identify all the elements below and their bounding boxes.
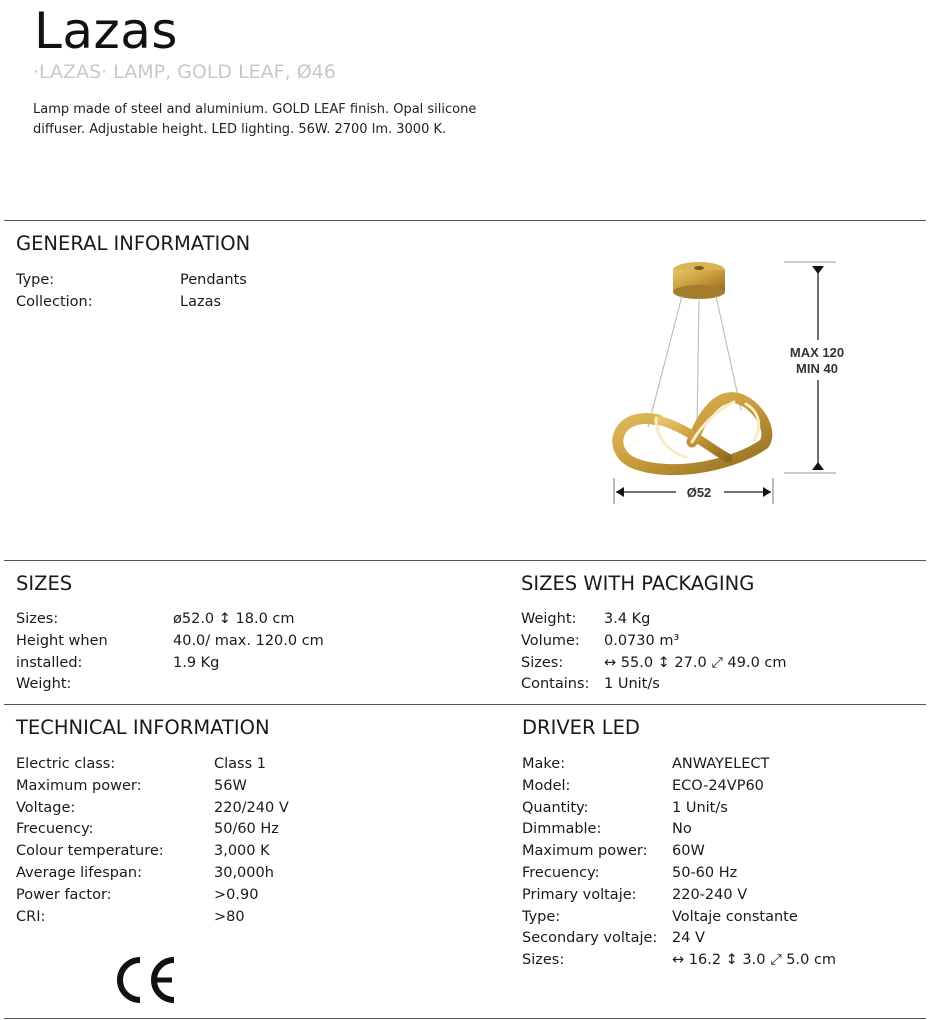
row-value: 3,000 K — [214, 843, 270, 860]
row-label: Colour temperature: — [16, 843, 164, 860]
sizes-heading: SIZES — [16, 572, 73, 595]
row-label: Dimmable: — [522, 821, 602, 838]
row-value: Class 1 — [214, 756, 266, 772]
row-value: 56W — [214, 777, 247, 794]
row-label: Voltage: — [16, 799, 76, 816]
row-label: Weight: — [521, 611, 577, 627]
row-value: 220-240 V — [672, 886, 748, 903]
product-title: Lazas — [34, 2, 178, 60]
row-label: Quantity: — [522, 799, 589, 816]
cable — [697, 298, 699, 430]
table-row — [522, 885, 836, 907]
packaging-table — [521, 609, 787, 696]
row-value: >0.90 — [214, 886, 259, 903]
diameter-label: Ø52 — [686, 485, 712, 500]
table-row — [521, 653, 787, 675]
table-row — [522, 928, 836, 950]
table-row — [522, 863, 836, 885]
ce-mark-icon — [112, 954, 178, 1006]
row-value: 24 V — [672, 930, 705, 947]
ce-c-shape — [120, 960, 140, 1000]
row-value: 220/240 V — [214, 799, 289, 816]
row-label: installed: — [16, 654, 83, 671]
table-row — [16, 292, 247, 314]
row-value: 40.0/ max. 120.0 cm — [173, 632, 324, 649]
divider — [4, 1018, 926, 1019]
row-value: 1.9 Kg — [173, 654, 220, 671]
canopy-bottom — [673, 285, 725, 299]
row-value: 30,000h — [214, 864, 274, 881]
row-label: Collection: — [16, 293, 93, 310]
row-value: No — [672, 821, 692, 838]
row-label: Type: — [522, 908, 561, 925]
row-label: Type: — [16, 272, 55, 288]
divider — [4, 220, 926, 221]
product-description: Lamp made of steel and aluminium. GOLD LEAF finish. Opal silicone diffuser. Adjustable height. LED lighting. 56W. 2700 lm. 3000 K. — [33, 102, 477, 137]
table-row — [16, 270, 247, 292]
lamp-diagram — [596, 252, 866, 514]
row-label: Weight: — [16, 676, 72, 693]
driver-table — [522, 754, 836, 972]
table-row — [16, 798, 289, 820]
row-label: Primary voltaje: — [522, 886, 637, 903]
table-row — [521, 674, 787, 696]
row-value: Voltaje constante — [672, 908, 798, 925]
row-label: Maximum power: — [16, 777, 142, 794]
row-value: Lazas — [180, 293, 222, 310]
row-label: Sizes: — [522, 952, 565, 969]
row-value: 0.0730 m³ — [604, 632, 680, 649]
row-label: Average lifespan: — [16, 864, 142, 881]
general-heading: GENERAL INFORMATION — [16, 232, 251, 255]
row-label: Height when — [16, 632, 108, 649]
row-label: Electric class: — [16, 756, 116, 772]
height-min-label: MIN 40 — [796, 361, 838, 376]
cable — [648, 296, 682, 427]
arrow-left-icon — [616, 487, 624, 497]
row-value: ø52.0 ↕ 18.0 cm — [173, 611, 295, 627]
row-value: 60W — [672, 843, 705, 860]
table-row — [16, 885, 289, 907]
table-row — [522, 776, 836, 798]
row-value: ECO-24VP60 — [672, 777, 764, 794]
arrow-right-icon — [763, 487, 771, 497]
table-row — [522, 798, 836, 820]
row-label: Maximum power: — [522, 843, 648, 860]
table-row — [522, 841, 836, 863]
general-table — [16, 270, 247, 314]
arrow-down-icon — [812, 462, 824, 470]
row-value: 3.4 Kg — [604, 611, 651, 627]
table-row — [521, 609, 787, 631]
row-label: Model: — [522, 777, 571, 794]
canopy-screw — [694, 266, 704, 270]
row-label: Frecuency: — [16, 821, 94, 838]
divider — [4, 560, 926, 561]
divider — [4, 704, 926, 705]
row-value: 50/60 Hz — [214, 821, 279, 838]
row-label: Sizes: — [16, 611, 59, 627]
packaging-heading: SIZES WITH PACKAGING — [521, 572, 755, 595]
table-row — [16, 819, 289, 841]
sizes-values — [173, 609, 324, 674]
arrow-up-icon — [812, 266, 824, 274]
row-label: Make: — [522, 756, 566, 772]
height-max-label: MAX 120 — [789, 345, 845, 360]
row-label: Sizes: — [521, 654, 564, 671]
row-label: Contains: — [521, 676, 590, 693]
row-value: >80 — [214, 908, 245, 925]
row-label: CRI: — [16, 908, 46, 925]
row-label: Frecuency: — [522, 864, 600, 881]
technical-table — [16, 754, 289, 928]
row-label: Volume: — [521, 632, 580, 649]
table-row — [521, 631, 787, 653]
table-row — [16, 907, 289, 929]
driver-heading: DRIVER LED — [522, 716, 640, 739]
row-value: ANWAYELECT — [672, 756, 770, 772]
table-row — [16, 841, 289, 863]
row-value: Pendants — [180, 272, 247, 288]
row-label: Secondary voltaje: — [522, 930, 658, 947]
table-row — [16, 754, 289, 776]
row-value: 1 Unit/s — [604, 676, 660, 693]
sizes-labels — [16, 609, 108, 696]
technical-heading: TECHNICAL INFORMATION — [16, 716, 270, 739]
table-row — [16, 776, 289, 798]
table-row — [522, 950, 836, 972]
row-value: ↔ 55.0 ↕ 27.0 ⤢ 49.0 cm — [604, 654, 787, 671]
table-row — [522, 819, 836, 841]
table-row — [16, 863, 289, 885]
row-value: 1 Unit/s — [672, 799, 728, 816]
row-value: 50-60 Hz — [672, 864, 738, 881]
table-row — [522, 907, 836, 929]
row-label: Power factor: — [16, 886, 112, 903]
table-row — [522, 754, 836, 776]
product-subtitle: ·LAZAS· LAMP, GOLD LEAF, Ø46 — [33, 61, 336, 83]
row-value: ↔ 16.2 ↕ 3.0 ⤢ 5.0 cm — [672, 952, 837, 969]
